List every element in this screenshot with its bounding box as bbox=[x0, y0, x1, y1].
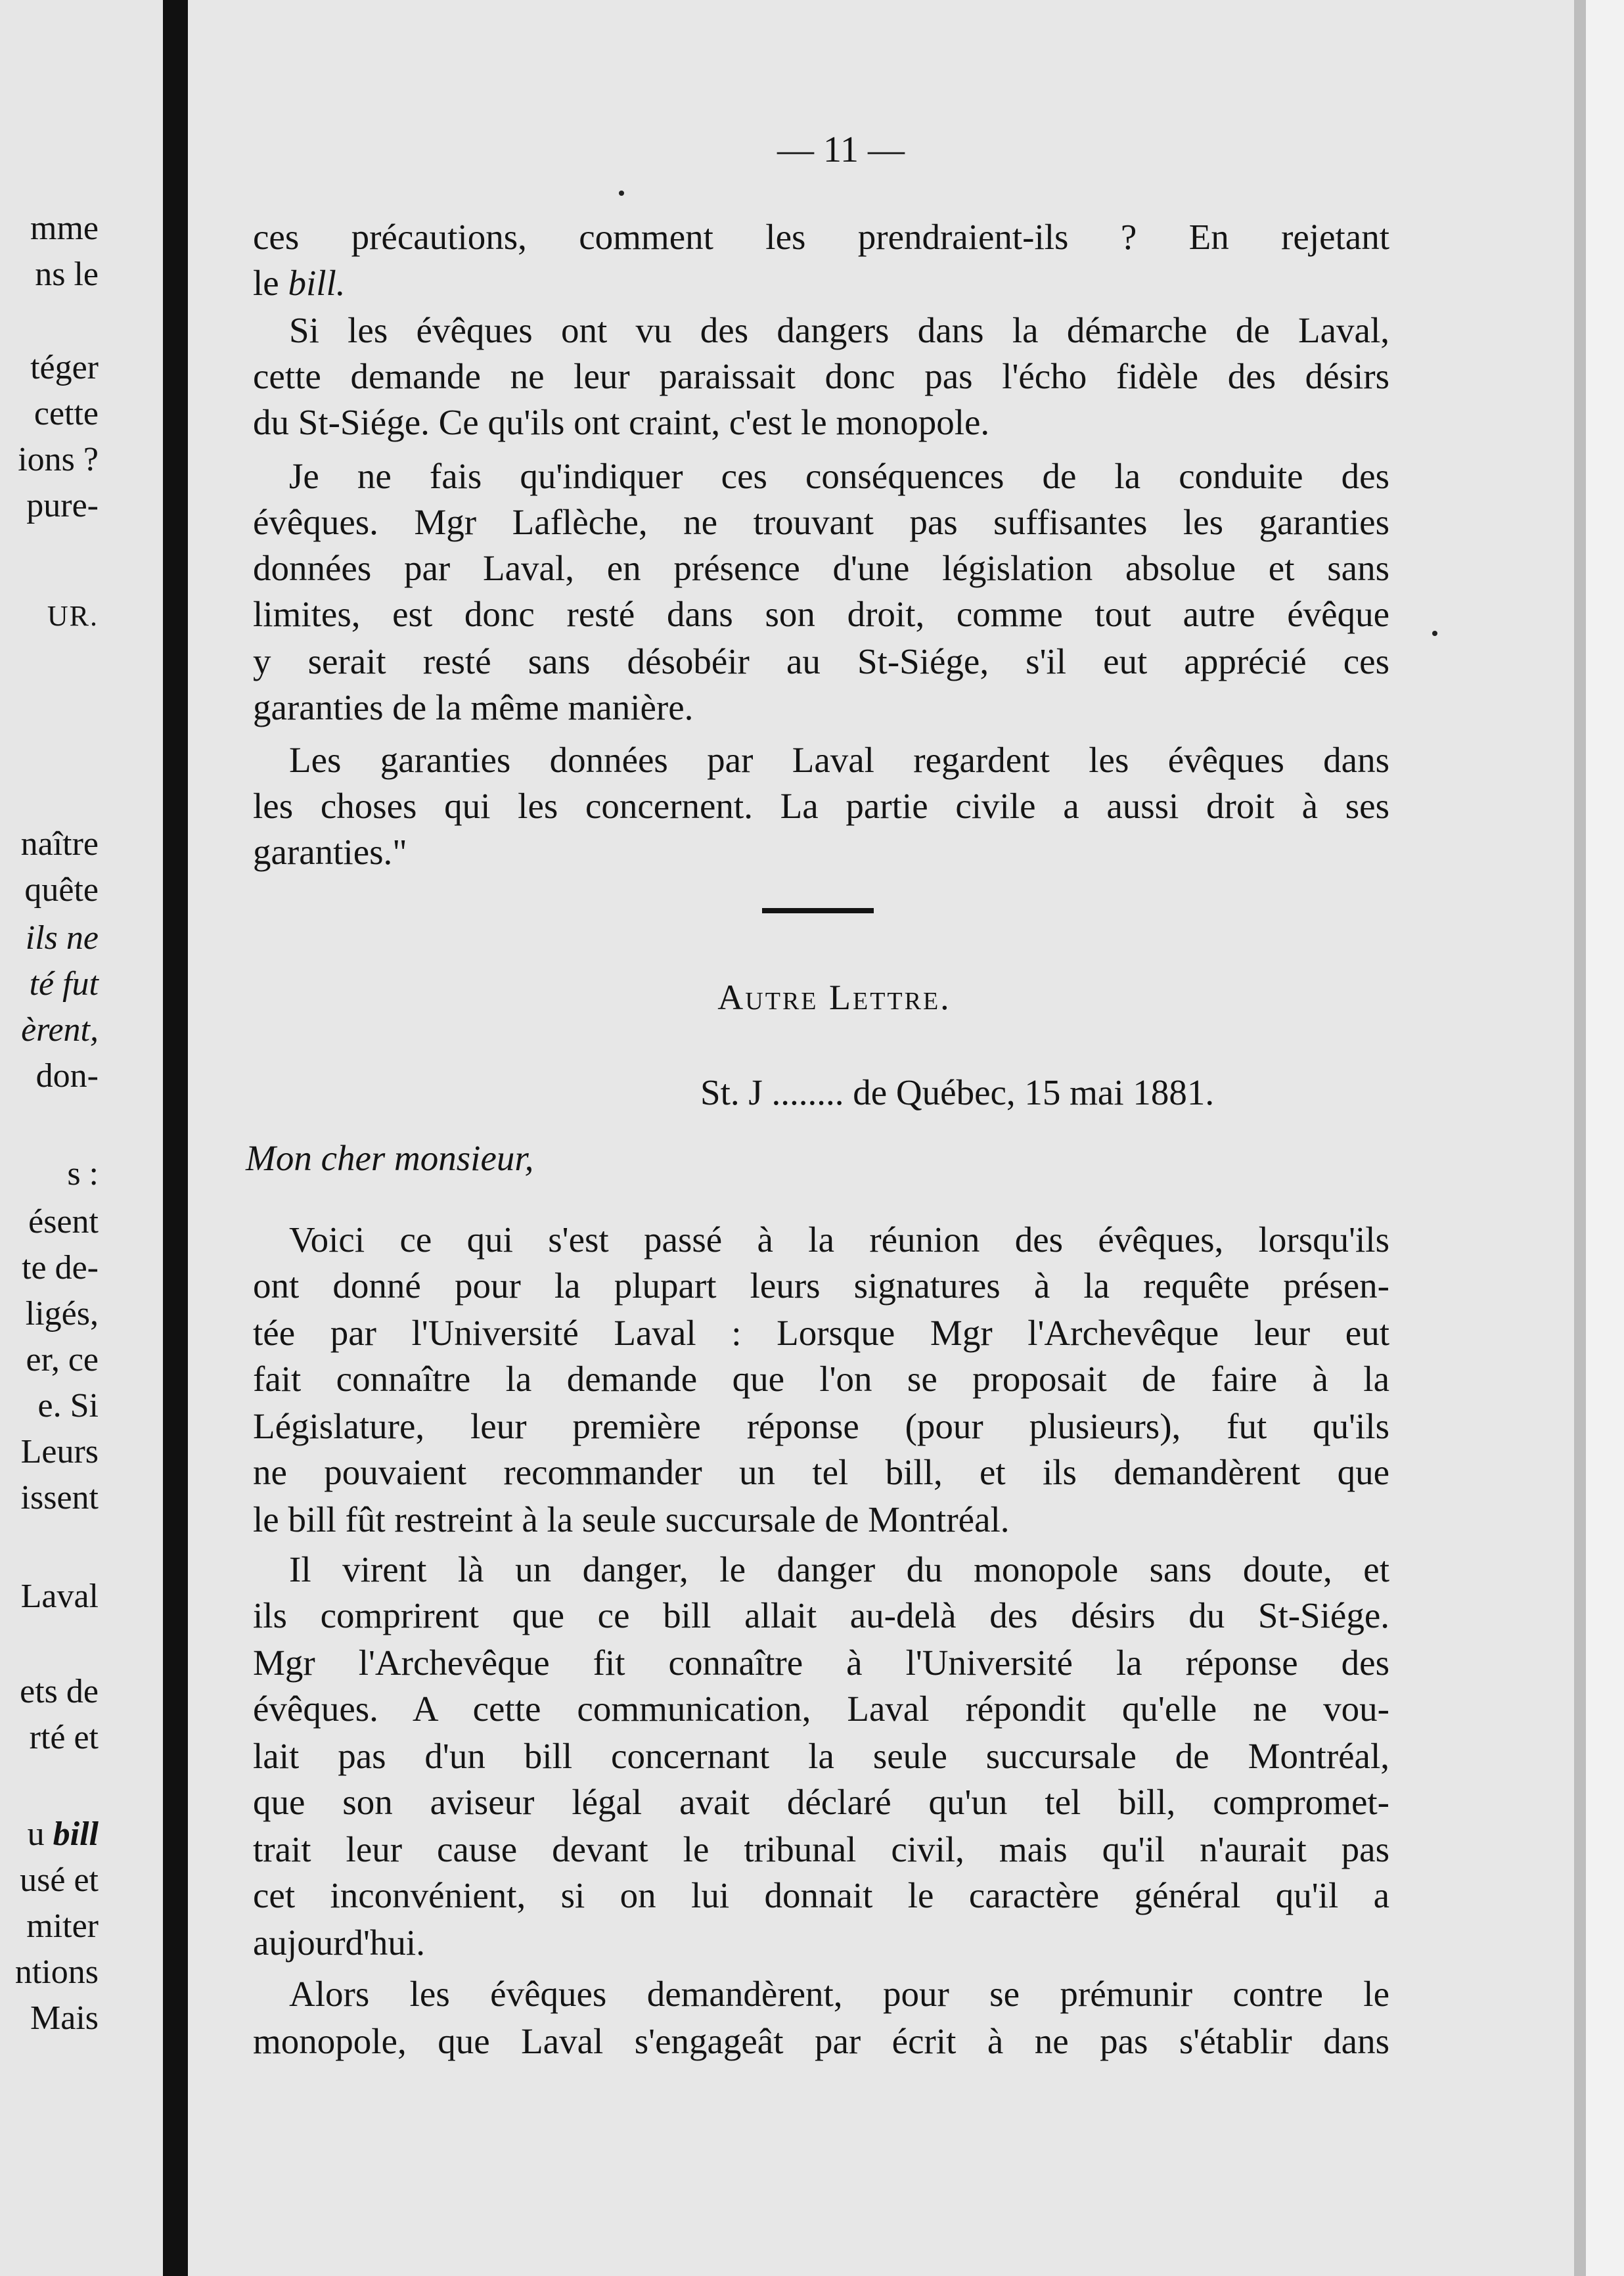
facing-page-line: issent bbox=[20, 1479, 99, 1516]
facing-page-fragment bbox=[0, 0, 163, 2276]
facing-page-line: Leurs bbox=[20, 1433, 99, 1470]
facing-page-line: èrent, bbox=[21, 1011, 99, 1049]
body-line: les choses qui les concernent. La partie civile a aussi droit à ses bbox=[253, 786, 1389, 826]
facing-page-line: u bill bbox=[27, 1815, 99, 1853]
facing-page-line: cette bbox=[34, 395, 99, 432]
body-line bbox=[253, 260, 1389, 306]
page-number: — 11 — bbox=[777, 129, 905, 170]
facing-page-line: té fut bbox=[29, 965, 99, 1003]
body-line: garanties de la même manière. bbox=[253, 687, 694, 727]
scan-speck bbox=[619, 191, 624, 196]
body-line: Alors les évêques demandèrent, pour se prémunir contre le bbox=[289, 1974, 1389, 2014]
facing-page-line: Mais bbox=[30, 1999, 99, 2037]
body-line: ont donné pour la plupart leurs signatures à la requête présen- bbox=[253, 1265, 1389, 1306]
body-line: Il virent là un danger, le danger du monopole sans doute, et bbox=[289, 1549, 1389, 1589]
body-line: trait leur cause devant le tribunal civil, mais qu'il n'aurait pas bbox=[253, 1829, 1389, 1869]
facing-page-line: usé et bbox=[20, 1861, 99, 1899]
section-divider bbox=[762, 908, 874, 913]
facing-page-line: rté et bbox=[29, 1719, 99, 1756]
body-line: évêques. A cette communication, Laval répondit qu'elle ne vou- bbox=[253, 1689, 1389, 1729]
body-line: cet inconvénient, si on lui donnait le caractère général qu'il a bbox=[253, 1875, 1389, 1915]
facing-page-line: ns le bbox=[35, 256, 99, 293]
facing-page-line: UR. bbox=[47, 600, 99, 632]
facing-page-line: quête bbox=[24, 871, 99, 909]
body-line: Législature, leur première réponse (pour plusieurs), fut qu'ils bbox=[253, 1406, 1389, 1446]
section-heading: Autre Lettre. bbox=[717, 978, 951, 1017]
facing-page-line: e. Si bbox=[37, 1387, 99, 1424]
letter-salutation: Mon cher monsieur, bbox=[246, 1138, 534, 1178]
body-line-text: le bill. bbox=[253, 263, 346, 303]
body-line: Mgr l'Archevêque fit connaître à l'Université la réponse des bbox=[253, 1643, 1389, 1683]
facing-page-line: te de- bbox=[22, 1249, 99, 1286]
body-line: le bill fût restreint à la seule succursale de Montréal. bbox=[253, 1499, 1010, 1539]
body-line: Les garanties données par Laval regardent les évêques dans bbox=[289, 740, 1389, 780]
page-edge-shadow bbox=[1574, 0, 1586, 2276]
body-line: lait pas d'un bill concernant la seule succursale de Montréal, bbox=[253, 1736, 1389, 1776]
scan-speck bbox=[1432, 631, 1437, 636]
facing-page-line: er, ce bbox=[26, 1341, 99, 1378]
body-line: Je ne fais qu'indiquer ces conséquences de la conduite des bbox=[289, 456, 1389, 496]
facing-page-line: ets de bbox=[20, 1673, 99, 1710]
body-line: données par Laval, en présence d'une législation absolue et sans bbox=[253, 548, 1389, 588]
body-line: Si les évêques ont vu des dangers dans la démarche de Laval, bbox=[289, 310, 1389, 350]
body-line: tée par l'Université Laval : Lorsque Mgr l'Archevêque leur eut bbox=[253, 1313, 1389, 1353]
facing-page-line: naître bbox=[20, 825, 99, 863]
body-line: y serait resté sans désobéir au St-Siége, s'il eut apprécié ces bbox=[253, 641, 1389, 681]
body-line: que son aviseur légal avait déclaré qu'un tel bill, compromet- bbox=[253, 1782, 1389, 1822]
book-gutter bbox=[163, 0, 188, 2276]
facing-page-line: téger bbox=[30, 349, 99, 386]
facing-page-line: ligés, bbox=[25, 1295, 99, 1332]
body-line: du St-Siége. Ce qu'ils ont craint, c'est le monopole. bbox=[253, 402, 990, 442]
body-line: ne pouvaient recommander un tel bill, et ils demandèrent que bbox=[253, 1452, 1389, 1492]
body-line: monopole, que Laval s'engageât par écrit à ne pas s'établir dans bbox=[253, 2021, 1389, 2061]
body-line: évêques. Mgr Laflèche, ne trouvant pas suffisantes les garanties bbox=[253, 502, 1389, 542]
facing-page-line: mme bbox=[30, 210, 99, 247]
facing-page-line: miter bbox=[26, 1907, 99, 1945]
body-line: ils comprirent que ce bill allait au-delà des désirs du St-Siége. bbox=[253, 1595, 1389, 1635]
facing-page-line: ils ne bbox=[25, 919, 99, 957]
facing-page-line: s : bbox=[67, 1155, 99, 1193]
body-line: garanties." bbox=[253, 832, 407, 872]
facing-page-line: ntions bbox=[14, 1953, 99, 1991]
body-line: aujourd'hui. bbox=[253, 1923, 425, 1963]
body-line: cette demande ne leur paraissait donc pas l'écho fidèle des désirs bbox=[253, 356, 1389, 396]
facing-page-line: Laval bbox=[20, 1578, 99, 1615]
facing-page-line: ions ? bbox=[18, 441, 99, 478]
facing-page-line: pure- bbox=[26, 487, 99, 524]
facing-page-line: don- bbox=[35, 1057, 99, 1095]
letter-dateline: St. J ........ de Québec, 15 mai 1881. bbox=[700, 1072, 1215, 1112]
facing-page-line: ésent bbox=[28, 1203, 99, 1240]
body-line: Voici ce qui s'est passé à la réunion des évêques, lorsqu'ils bbox=[289, 1219, 1389, 1260]
body-line: ces précautions, comment les prendraient-ils ? En rejetant bbox=[253, 217, 1389, 257]
body-line: fait connaître la demande que l'on se proposait de faire à la bbox=[253, 1359, 1389, 1399]
body-line: limites, est donc resté dans son droit, comme tout autre évêque bbox=[253, 594, 1389, 634]
